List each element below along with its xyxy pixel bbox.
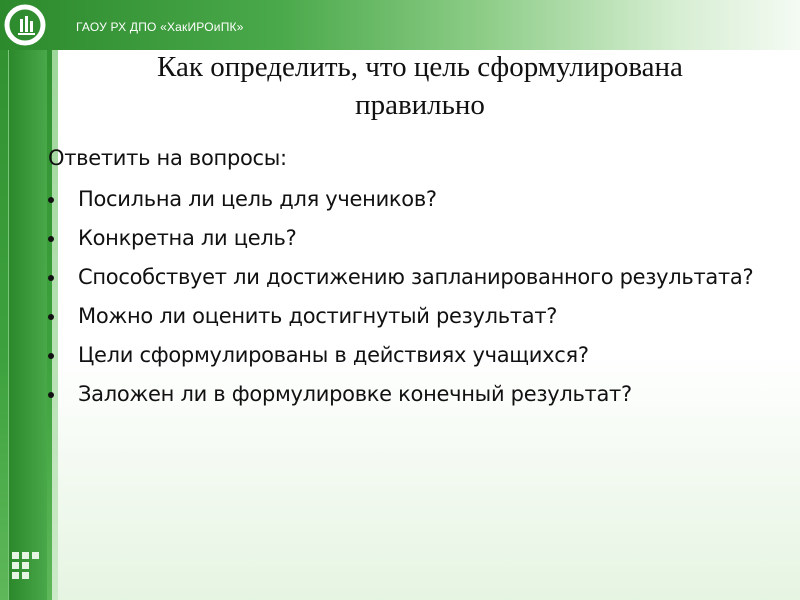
left-band-inner <box>8 50 47 600</box>
bullet-item <box>46 223 766 253</box>
bullet-dot-icon <box>48 353 54 359</box>
bullet-dot-icon <box>48 392 54 398</box>
lead-text: Ответить на вопросы: <box>48 146 287 170</box>
bullet-item <box>46 340 766 370</box>
bullet-text: Конкретна ли цель? <box>78 226 297 250</box>
bullet-dot-icon <box>48 314 54 320</box>
slide-title-line-1: Как определить, что цель сформулирована <box>157 51 683 83</box>
bullet-item <box>46 184 766 214</box>
bullet-item <box>46 262 766 292</box>
grid-squares-icon <box>12 552 40 580</box>
bullet-text: Можно ли оценить достигнутый результат? <box>78 304 558 328</box>
organization-name: ГАОУ РХ ДПО «ХакИРОиПК» <box>76 20 244 34</box>
bullet-text: Способствует ли достижению запланированного результата? <box>78 265 754 289</box>
organization-logo-icon <box>4 4 46 46</box>
bullet-list <box>46 184 766 418</box>
left-decorative-band <box>0 0 52 600</box>
bullet-text: Посильна ли цель для учеников? <box>78 187 437 211</box>
header-band <box>0 0 800 50</box>
slide-title <box>60 48 780 124</box>
slide-title-line-2: правильно <box>355 89 485 121</box>
bullet-dot-icon <box>48 275 54 281</box>
bullet-dot-icon <box>48 197 54 203</box>
bullet-item <box>46 301 766 331</box>
bullet-text: Заложен ли в формулировке конечный результат? <box>78 382 632 406</box>
bullet-item <box>46 379 766 409</box>
bullet-text: Цели сформулированы в действиях учащихся? <box>78 343 589 367</box>
bullet-dot-icon <box>48 236 54 242</box>
